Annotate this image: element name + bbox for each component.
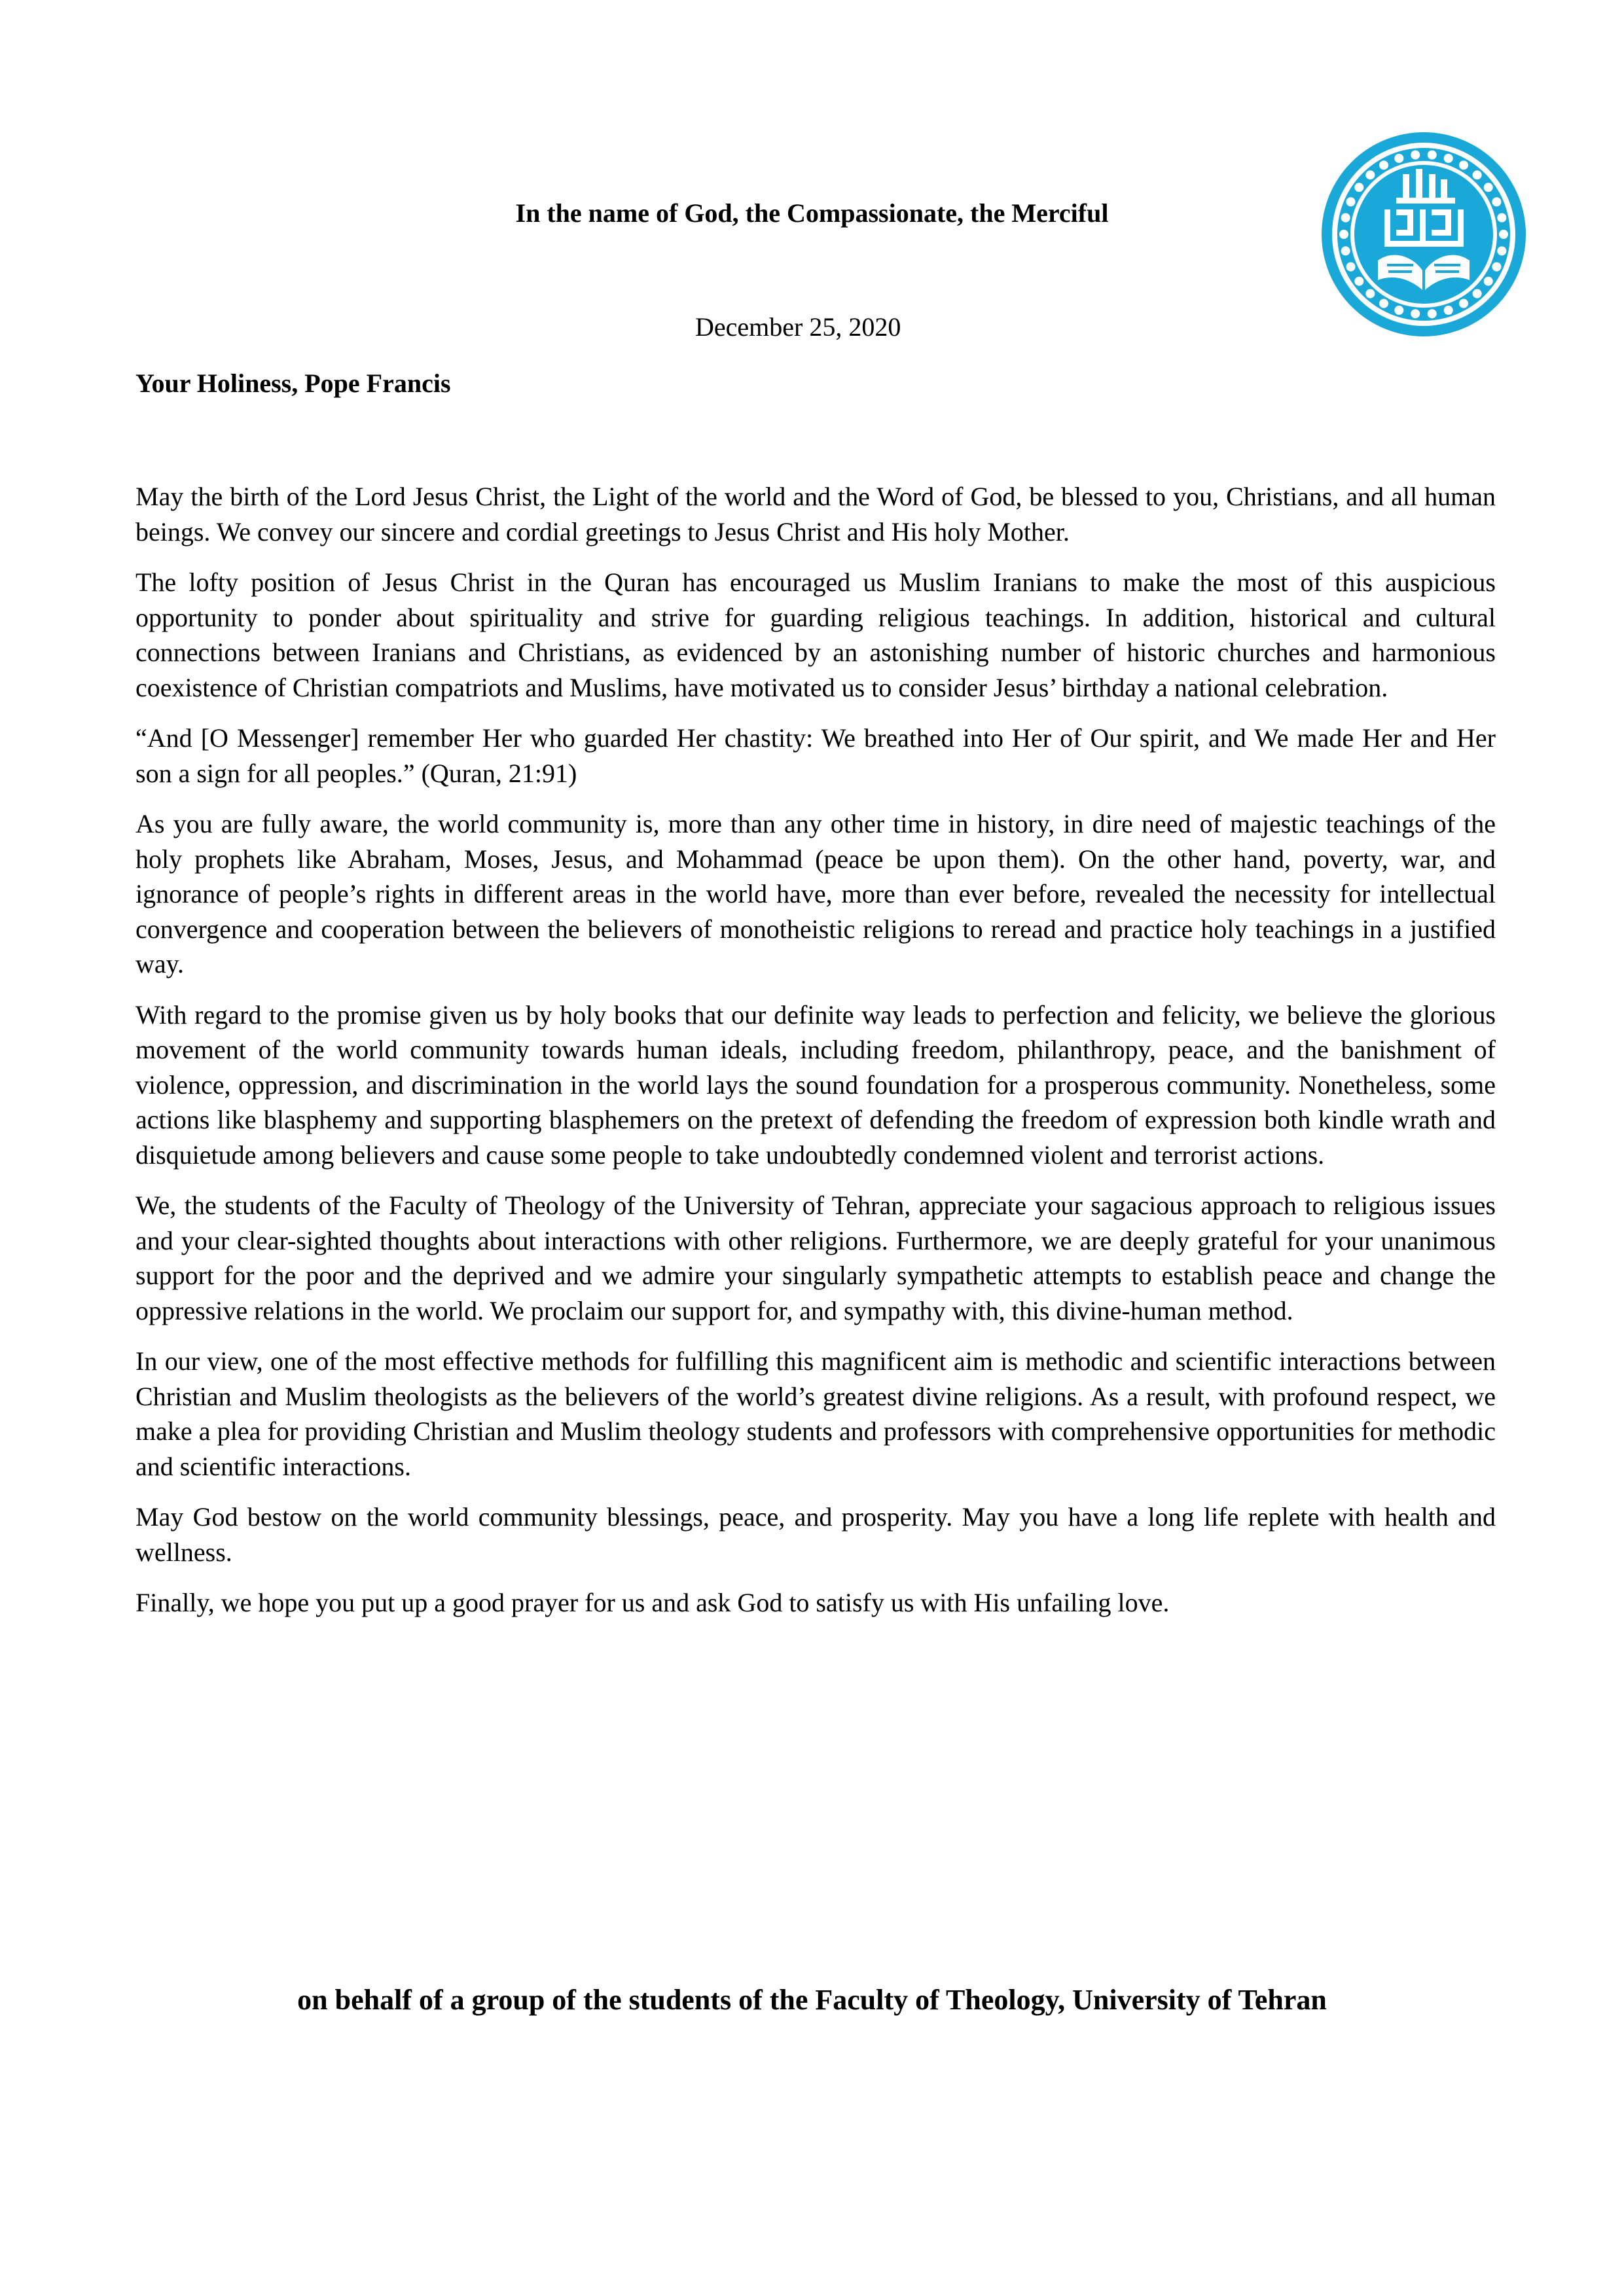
paragraph: The lofty position of Jesus Christ in the Quran has encouraged us Muslim Iranians to make the most of this auspicious opportunity to ponder about spirituality and strive for guarding religious teachings. In addition, historical and cultural connections between Iranians and Christians, as evidenced by an astonishing number of historic churches and harmonious coexistence of Christian compatriots and Muslims, have motivated us to consider Jesus’ birthday a national celebration. xyxy=(135,567,1496,702)
paragraph: Finally, we hope you put up a good prayer for us and ask God to satisfy us with His unfailing love. xyxy=(135,1588,1170,1617)
paragraph: May God bestow on the world community blessings, peace, and prosperity. May you have a long life replete with health and wellness. xyxy=(135,1502,1496,1567)
salutation: Your Holiness, Pope Francis xyxy=(135,368,451,398)
paragraph: We, the students of the Faculty of Theology of the University of Tehran, appreciate your sagacious approach to religious issues and your clear-sighted thoughts about interactions with other religions. Furthermore, we are deeply grateful for your unanimous support for the poor and the deprived and we admire your singularly sympathetic attempts to establish peace and change the oppressive relations in the world. We proclaim our support for, and sympathy with, this divine-human method. xyxy=(135,1191,1496,1325)
quran-quote-paragraph: “And [O Messenger] remember Her who guarded Her chastity: We breathed into Her of Our spirit, and We made Her and Her son a sign for all peoples.” (Quran, 21:91) xyxy=(135,723,1496,788)
paragraph: With regard to the promise given us by holy books that our definite way leads to perfection and felicity, we believe the glorious movement of the world community towards human ideals, including freedom, philanthropy, peace, and the banishment of violence, oppression, and discrimination in the world lays the sound foundation for a prosperous community. Nonetheless, some actions like blasphemy and supporting blasphemers on the pretext of defending the freedom of expression both kindle wrath and disquietude among believers and cause some people to take undoubtedly condemned violent and terrorist actions. xyxy=(135,999,1496,1170)
paragraph: May the birth of the Lord Jesus Christ, the Light of the world and the Word of God, be blessed to you, Christians, and all human beings. We convey our sincere and cordial greetings to Jesus Christ and His holy Mother. xyxy=(135,482,1496,547)
signature-line: on behalf of a group of the students of the Faculty of Theology, University of Tehran xyxy=(297,1984,1327,2016)
letter-date: December 25, 2020 xyxy=(695,312,901,342)
paragraph: As you are fully aware, the world community is, more than any other time in history, in dire need of majestic teachings of the holy prophets like Abraham, Moses, Jesus, and Mohammad (peace be upon them). On the other hand, poverty, war, and ignorance of people’s rights in different areas in the world have, more than ever before, revealed the necessity for intellectual convergence and cooperation between the believers of monotheistic religions to reread and practice holy teachings in a justified way. xyxy=(135,809,1496,978)
paragraph: In our view, one of the most effective methods for fulfilling this magnificent aim is methodic and scientific interactions between Christian and Muslim theologists as the believers of the world’s greatest divine religions. As a result, with profound respect, we make a plea for providing Christian and Muslim theology students and professors with comprehensive opportunities for methodic and scientific interactions. xyxy=(135,1346,1496,1481)
letter-body xyxy=(135,479,1496,1636)
university-seal-icon xyxy=(1319,130,1528,339)
invocation-heading: In the name of God, the Compassionate, the Merciful xyxy=(515,198,1109,228)
